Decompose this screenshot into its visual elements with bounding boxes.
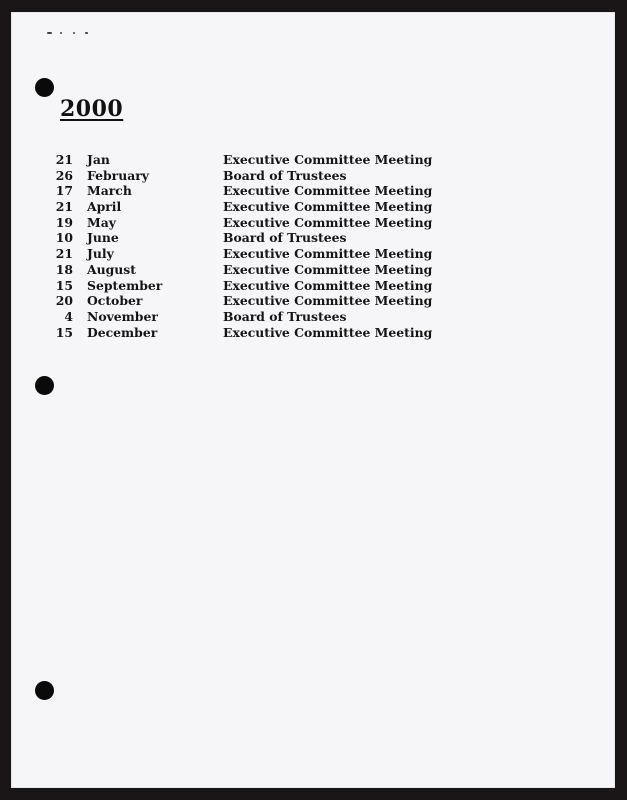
schedule-event: Executive Committee Meeting	[223, 293, 433, 309]
schedule-month: Jan	[87, 152, 110, 167]
schedule-event: Executive Committee Meeting	[223, 183, 433, 199]
schedule-month: June	[87, 230, 119, 246]
page-title: 2000	[60, 96, 124, 122]
scan-marks	[47, 32, 91, 36]
schedule-month: May	[87, 214, 116, 230]
schedule-event: Board of Trustees	[223, 230, 347, 246]
punch-hole-middle	[35, 376, 54, 395]
schedule-event: Executive Committee Meeting	[223, 246, 433, 262]
schedule-day: 18	[55, 261, 73, 277]
schedule-day: 15	[55, 277, 73, 293]
schedule-day: 10	[55, 230, 73, 246]
schedule-month: September	[87, 277, 163, 293]
schedule-month: July	[87, 246, 114, 262]
schedule-month: November	[87, 308, 158, 324]
schedule-month: December	[87, 324, 158, 340]
schedule-event: Executive Committee Meeting	[223, 324, 433, 340]
schedule-day: 15	[55, 324, 73, 340]
schedule-month: February	[87, 167, 149, 183]
schedule-day: 4	[64, 308, 73, 324]
schedule-day: 21	[55, 246, 73, 262]
schedule-month: August	[87, 261, 136, 277]
schedule-month: April	[87, 199, 122, 215]
schedule-event: Executive Committee Meeting	[223, 277, 433, 293]
schedule-day: 20	[55, 293, 73, 309]
schedule-day: 19	[55, 214, 73, 230]
schedule-event: Executive Committee Meeting	[223, 199, 433, 215]
document-page	[11, 12, 615, 788]
schedule-event: Executive Committee Meeting	[223, 152, 433, 167]
schedule-month: October	[87, 293, 143, 309]
punch-hole-bottom	[35, 681, 54, 700]
schedule-event: Executive Committee Meeting	[223, 214, 433, 230]
schedule-event: Board of Trustees	[223, 167, 347, 183]
schedule-event: Board of Trustees	[223, 308, 347, 324]
punch-hole-top	[35, 78, 54, 97]
schedule-month: March	[87, 183, 132, 199]
schedule-day: 26	[55, 167, 73, 183]
schedule-event: Executive Committee Meeting	[223, 261, 433, 277]
schedule-day: 21	[55, 199, 73, 215]
schedule-day: 21	[55, 152, 73, 167]
schedule-day: 17	[55, 183, 73, 199]
